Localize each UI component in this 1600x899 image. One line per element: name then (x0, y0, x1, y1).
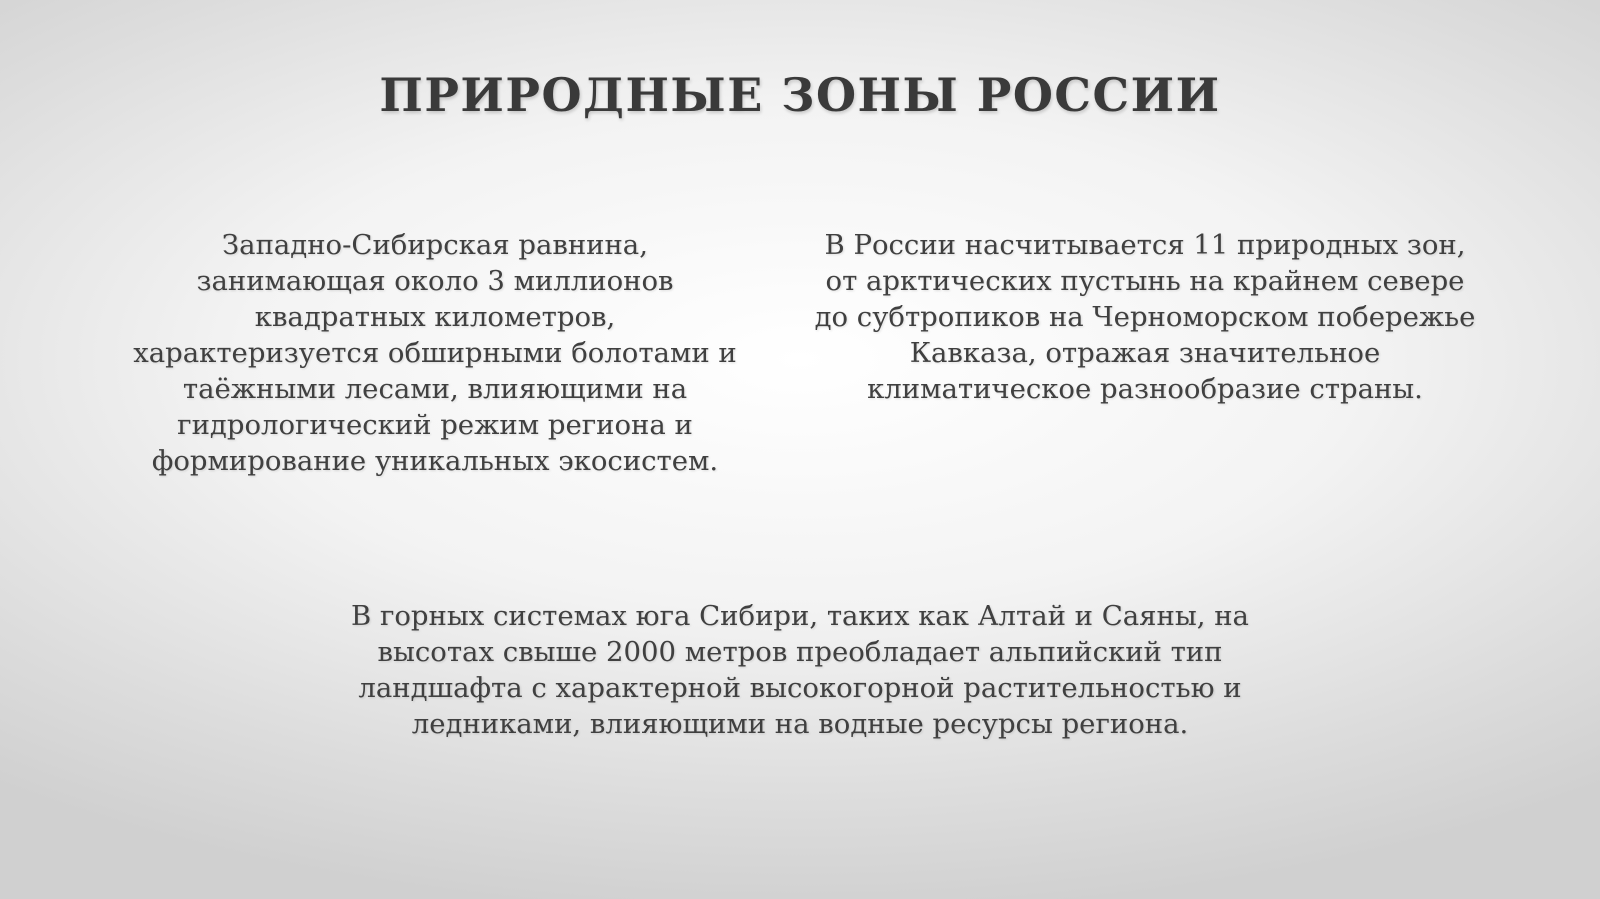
text-line: гидрологический режим региона и (177, 409, 693, 441)
text-line: квадратных километров, (254, 301, 616, 333)
text-block-west-siberian-plain (95, 227, 775, 479)
text-line: В горных системах юга Сибири, таких как Алтай и Саяны, на (351, 600, 1249, 632)
text-line: Кавказа, отражая значительное (909, 337, 1381, 369)
text-line: характеризуется обширными болотами и (133, 337, 737, 369)
text-block-natural-zones-count (790, 227, 1500, 407)
text-line: формирование уникальных экосистем. (151, 445, 719, 477)
text-line: Западно-Сибирская равнина, (222, 229, 648, 261)
text-line: таёжными лесами, влияющими на (182, 373, 688, 405)
text-line: от арктических пустынь на крайнем севере (825, 265, 1465, 297)
text-line: до субтропиков на Черноморском побережье (814, 301, 1476, 333)
text-block-alpine-landscape (300, 598, 1300, 742)
text-line: высотах свыше 2000 метров преобладает альпийский тип (377, 636, 1223, 668)
text-line: В России насчитывается 11 природных зон, (824, 229, 1466, 261)
text-line: занимающая около 3 миллионов (196, 265, 674, 297)
text-line: ландшафта с характерной высокогорной растительностью и (358, 672, 1242, 704)
text-line: ледниками, влияющими на водные ресурсы региона. (411, 708, 1189, 740)
text-line: климатическое разнообразие страны. (867, 373, 1423, 405)
slide-title: ПРИРОДНЫЕ ЗОНЫ РОССИИ (379, 68, 1221, 122)
